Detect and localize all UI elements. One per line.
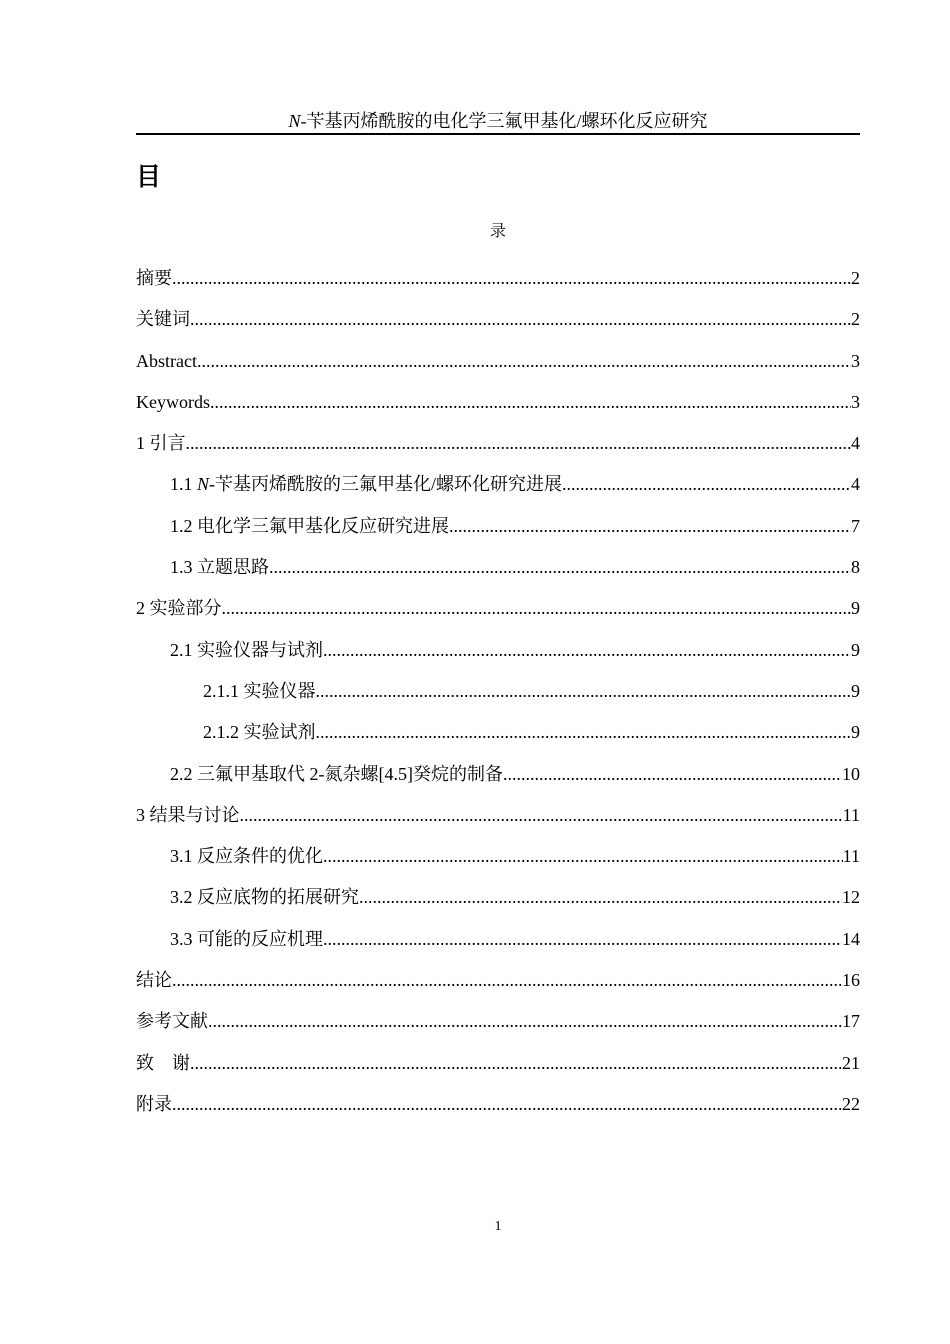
toc-entry-chapter-1[interactable] [136, 431, 860, 472]
toc-entry-label: 参考文献 [136, 1011, 208, 1032]
toc-title-sub: 录 [489, 223, 506, 240]
footer-page-number: 1 [494, 1219, 502, 1234]
toc-entry-label-suffix: -苄基丙烯酰胺的三氟甲基化/螺环化研究进展 [209, 474, 563, 495]
toc-entry-appendix[interactable] [136, 1092, 860, 1133]
toc-entry-label: 2.1.2 实验试剂 [203, 722, 316, 743]
toc-page-number: 9 [851, 639, 860, 660]
toc-entry-label: 3.2 反应底物的拓展研究 [170, 887, 359, 908]
toc-leader [190, 307, 851, 331]
toc-entry-section-3-2[interactable] [136, 885, 860, 926]
toc-entry-section-3-3[interactable] [136, 927, 860, 968]
toc-entry-label: 附录 [136, 1093, 172, 1114]
toc-entry-section-1-2[interactable] [136, 514, 860, 555]
toc-entry-section-2-1[interactable] [136, 638, 860, 679]
toc-entry-label-prefix: 1.1 [170, 474, 197, 495]
toc-leader [323, 844, 843, 868]
toc-page-number: 14 [842, 928, 860, 949]
toc-page-number: 4 [851, 474, 860, 495]
toc-page-number: 9 [851, 680, 860, 701]
toc-entry-chapter-3[interactable] [136, 803, 860, 844]
toc-entry-label: 3 结果与讨论 [136, 804, 240, 825]
toc-entry-label: Abstract [136, 350, 197, 371]
toc-leader [269, 555, 851, 579]
toc-entry-label: 致 谢 [136, 1052, 190, 1073]
toc-leader [190, 1051, 842, 1075]
toc-page-number: 3 [851, 350, 860, 371]
toc-page-number: 22 [842, 1093, 860, 1114]
toc-page-number: 9 [851, 722, 860, 743]
header-title-italic: N [288, 111, 301, 131]
toc-entry-acknowledgements[interactable] [136, 1051, 860, 1092]
toc-entry-label: 2 实验部分 [136, 598, 222, 619]
toc-page-number: 2 [851, 309, 860, 330]
toc-leader [323, 638, 851, 662]
table-of-contents [136, 266, 860, 1133]
toc-leader [210, 390, 851, 414]
toc-entry-label: 1.2 电化学三氟甲基化反应研究进展 [170, 515, 449, 536]
toc-title-main: 目 [136, 162, 162, 191]
toc-entry-label: Keywords [136, 391, 210, 412]
toc-leader [208, 1009, 842, 1033]
toc-leader [222, 596, 852, 620]
toc-entry-section-2-2[interactable] [136, 762, 860, 803]
toc-leader [323, 927, 842, 951]
toc-entry-chapter-2[interactable] [136, 596, 860, 637]
toc-page-number: 21 [842, 1052, 860, 1073]
toc-page-number: 7 [851, 515, 860, 536]
toc-leader [503, 762, 842, 786]
toc-page-number: 16 [842, 970, 860, 991]
toc-entry-conclusion[interactable] [136, 968, 860, 1009]
toc-entry-label: 摘要 [136, 268, 172, 288]
toc-leader [316, 679, 852, 703]
toc-page-number: 12 [842, 887, 860, 908]
toc-entry-abstract-cn[interactable] [136, 266, 860, 307]
toc-leader [359, 885, 842, 909]
toc-leader [172, 968, 842, 992]
toc-page-number: 9 [851, 598, 860, 619]
toc-entry-label [170, 472, 562, 496]
toc-entry-keywords-cn[interactable] [136, 307, 860, 348]
toc-page-number: 10 [842, 763, 860, 784]
toc-entry-abstract[interactable] [136, 349, 860, 390]
toc-page-number: 3 [851, 391, 860, 412]
toc-entry-section-2-1-2[interactable] [136, 720, 860, 761]
toc-entry-label: 1.3 立题思路 [170, 557, 269, 578]
toc-entry-section-2-1-1[interactable] [136, 679, 860, 720]
toc-leader [186, 431, 852, 455]
toc-entry-section-3-1[interactable] [136, 844, 860, 885]
toc-entry-section-1-3[interactable] [136, 555, 860, 596]
header-title-text: -苄基丙烯酰胺的电化学三氟甲基化/螺环化反应研究 [300, 111, 708, 131]
toc-leader [172, 266, 851, 290]
toc-leader [449, 514, 851, 538]
toc-page-number: 4 [851, 433, 860, 454]
toc-leader [172, 1092, 842, 1116]
toc-leader [562, 472, 851, 496]
toc-leader [197, 349, 851, 373]
toc-entry-references[interactable] [136, 1009, 860, 1050]
toc-entry-label: 关键词 [136, 309, 190, 330]
toc-entry-section-1-1[interactable] [136, 472, 860, 513]
toc-page-number: 17 [842, 1011, 860, 1032]
toc-entry-label-italic: N [197, 474, 210, 495]
toc-entry-label: 3.1 反应条件的优化 [170, 846, 323, 867]
toc-entry-keywords[interactable] [136, 390, 860, 431]
header-rule [136, 133, 860, 135]
running-header [136, 109, 860, 133]
toc-page-number: 11 [842, 804, 860, 825]
toc-page-number: 8 [851, 557, 860, 578]
toc-entry-label: 结论 [136, 970, 172, 991]
toc-entry-label: 2.1.1 实验仪器 [203, 680, 316, 701]
toc-page-number: 2 [851, 268, 860, 288]
toc-page-number: 11 [842, 846, 860, 867]
toc-entry-label: 3.3 可能的反应机理 [170, 928, 323, 949]
toc-entry-label: 2.2 三氟甲基取代 2-氮杂螺[4.5]癸烷的制备 [170, 763, 503, 784]
toc-leader [240, 803, 843, 827]
toc-entry-label: 2.1 实验仪器与试剂 [170, 639, 323, 660]
toc-entry-label: 1 引言 [136, 433, 186, 454]
toc-leader [316, 720, 852, 744]
